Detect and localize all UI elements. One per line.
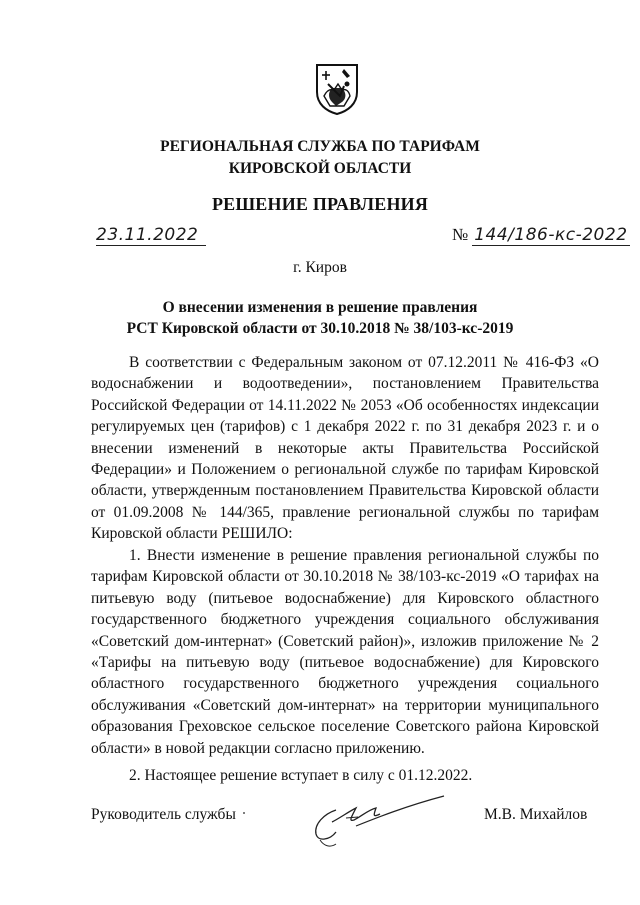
- signatory-name: М.В. Михайлов: [484, 806, 588, 823]
- subject-line2: РСТ Кировской области от 30.10.2018 № 38/103-кс-2019: [126, 320, 514, 337]
- signatory-position: Руководитель службы: [91, 806, 236, 823]
- preamble-paragraph: В соответствии с Федеральным законом от 07.12.2011 № 416-ФЗ «О водоснабжении и водоотведении», постановлением Правительства Российской Федерации от 14.11.2022 № 2053 «Об особенностях индексации регулируемых цен (тарифов) с 1 декабря 2022 г. по 31 декабря 2023 г. и о внесении изменений в некоторые акты Правительства Российской Федерации» и Положением о региональной службе по тарифам Кировской области, утвержденным постановлением Правительства Кировской области от 01.09.2008 № 144/365, правление региональной службы по тарифам Кировской области РЕШИЛО:: [91, 354, 599, 543]
- number-sign: №: [452, 225, 469, 244]
- organization-name-line2: КИРОВСКОЙ ОБЛАСТИ: [228, 160, 412, 177]
- city: г. Киров: [293, 259, 347, 276]
- decision-number-block: [452, 225, 630, 246]
- item-2-paragraph: 2. Настоящее решение вступает в силу с 01.12.2022.: [129, 767, 473, 784]
- decision-date: 23.11.2022: [96, 225, 206, 246]
- decision-number: 144/186-кс-2022: [474, 225, 628, 245]
- document-title: РЕШЕНИЕ ПРАВЛЕНИЯ: [211, 194, 429, 214]
- stray-mark: [243, 812, 245, 814]
- subject-line1: О внесении изменения в решение правления: [162, 299, 478, 316]
- handwritten-signature: [296, 790, 446, 850]
- organization-name-line1: РЕГИОНАЛЬНАЯ СЛУЖБА ПО ТАРИФАМ: [160, 138, 480, 155]
- item-1-paragraph: 1. Внести изменение в решение правления региональной службы по тарифам Кировской области от 30.10.2018 № 38/103-кс-2019 «О тарифах на питьевую воду (питьевое водоснабжение) для Кировского областного государственного бюджетного учреждения социального обслуживания «Советский дом-интернат» (Советский район)», изложив приложение № 2 «Тарифы на питьевую воду (питьевое водоснабжение) для Кировского областного государственного бюджетного учреждения социального обслуживания «Советский дом-интернат» на территории муниципального образования Греховское сельское поселение Советского района Кировской области» в новой редакции согласно приложению.: [91, 547, 599, 757]
- kirov-coat-of-arms-icon: [314, 62, 360, 116]
